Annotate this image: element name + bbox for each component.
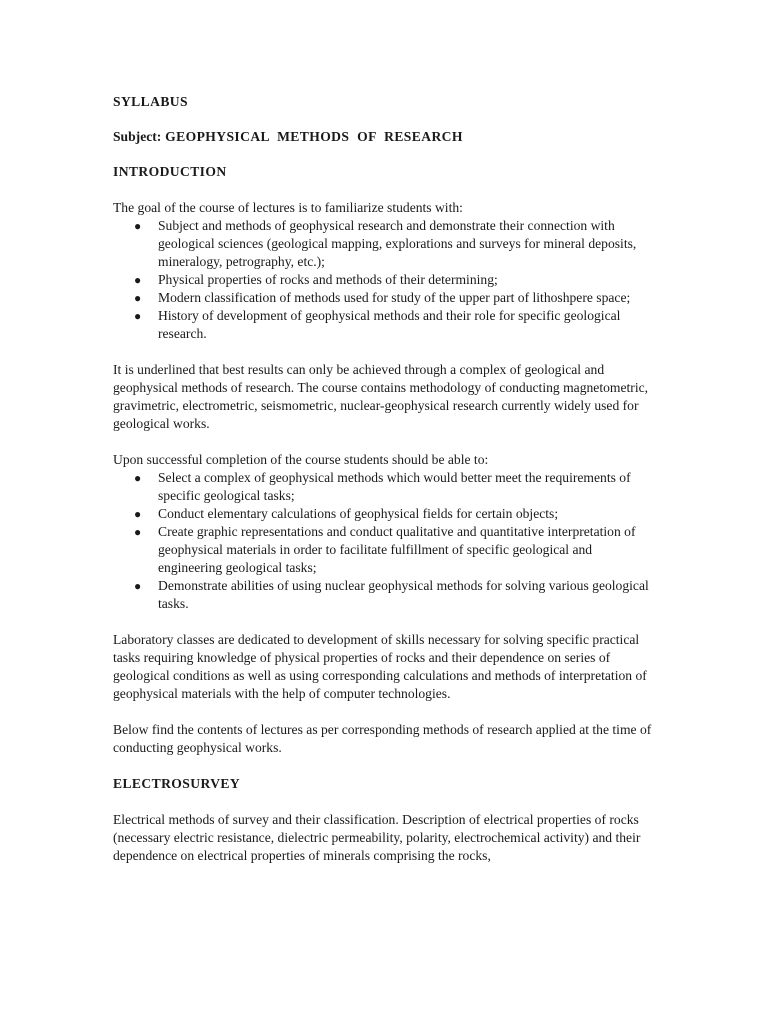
list-item: [113, 289, 658, 307]
lectures-paragraph: Below find the contents of lectures as per corresponding methods of research applied at the time of conducting geophysical works.: [113, 722, 652, 755]
goal-list: [113, 217, 658, 343]
bullet-icon: ●: [134, 273, 142, 287]
document-page: [113, 93, 658, 865]
list-item-text: Physical properties of rocks and methods of their determining;: [158, 272, 498, 287]
list-item: [113, 523, 658, 577]
syllabus-heading: SYLLABUS: [113, 94, 188, 109]
list-item-text: Select a complex of geophysical methods which would better meet the requirements of specific geological tasks;: [158, 470, 631, 503]
bullet-icon: ●: [134, 507, 142, 521]
list-item: [113, 271, 658, 289]
list-item: [113, 307, 658, 343]
list-item: [113, 217, 658, 271]
laboratory-paragraph: Laboratory classes are dedicated to development of skills necessary for solving specific practical tasks requiring knowledge of physical properties of rocks and their dependence on series of geological conditions as well as using corresponding calculations and methods of interpretation of geophysical materials with the help of computer technologies.: [113, 632, 647, 701]
list-item: [113, 577, 658, 613]
list-item: [113, 469, 658, 505]
bullet-icon: ●: [134, 291, 142, 305]
bullet-icon: ●: [134, 525, 142, 539]
subject-line: [113, 128, 658, 146]
introduction-heading: INTRODUCTION: [113, 164, 227, 179]
list-item-text: Create graphic representations and conduct qualitative and quantitative interpretation of geophysical materials in order to facilitate fulfillment of specific geological and engineering geological tasks;: [158, 524, 636, 575]
list-item-text: Conduct elementary calculations of geophysical fields for certain objects;: [158, 506, 559, 521]
list-item-text: Subject and methods of geophysical research and demonstrate their connection with geological sciences (geological mapping, explorations and surveys for mineral deposits, mineralogy, petrography, etc.);: [158, 218, 637, 269]
completion-list: [113, 469, 658, 613]
bullet-icon: ●: [134, 579, 142, 593]
list-item-text: Demonstrate abilities of using nuclear geophysical methods for solving various geological tasks.: [158, 578, 649, 611]
methods-paragraph: It is underlined that best results can only be achieved through a complex of geological and geophysical methods of research. The course contains methodology of conducting magnetometric, gravimetric, electrometric, seismometric, nuclear-geophysical research currently widely used for geological works.: [113, 362, 649, 431]
subject-label: Subject:: [113, 129, 162, 144]
electrosurvey-paragraph: Electrical methods of survey and their classification. Description of electrical properties of rocks (necessary electric resistance, dielectric permeability, polarity, electrochemical activity) and their dependence on electrical properties of minerals comprising the rocks,: [113, 812, 641, 863]
completion-intro-text: Upon successful completion of the course students should be able to:: [113, 452, 489, 467]
list-item: [113, 505, 658, 523]
bullet-icon: ●: [134, 471, 142, 485]
electrosurvey-heading: ELECTROSURVEY: [113, 776, 241, 791]
bullet-icon: ●: [134, 309, 142, 323]
list-item-text: History of development of geophysical methods and their role for specific geological research.: [158, 308, 621, 341]
list-item-text: Modern classification of methods used for study of the upper part of lithoshpere space;: [158, 290, 631, 305]
goal-intro-text: The goal of the course of lectures is to familiarize students with:: [113, 200, 463, 215]
subject-title: GEOPHYSICAL METHODS OF RESEARCH: [165, 129, 463, 144]
bullet-icon: ●: [134, 219, 142, 233]
